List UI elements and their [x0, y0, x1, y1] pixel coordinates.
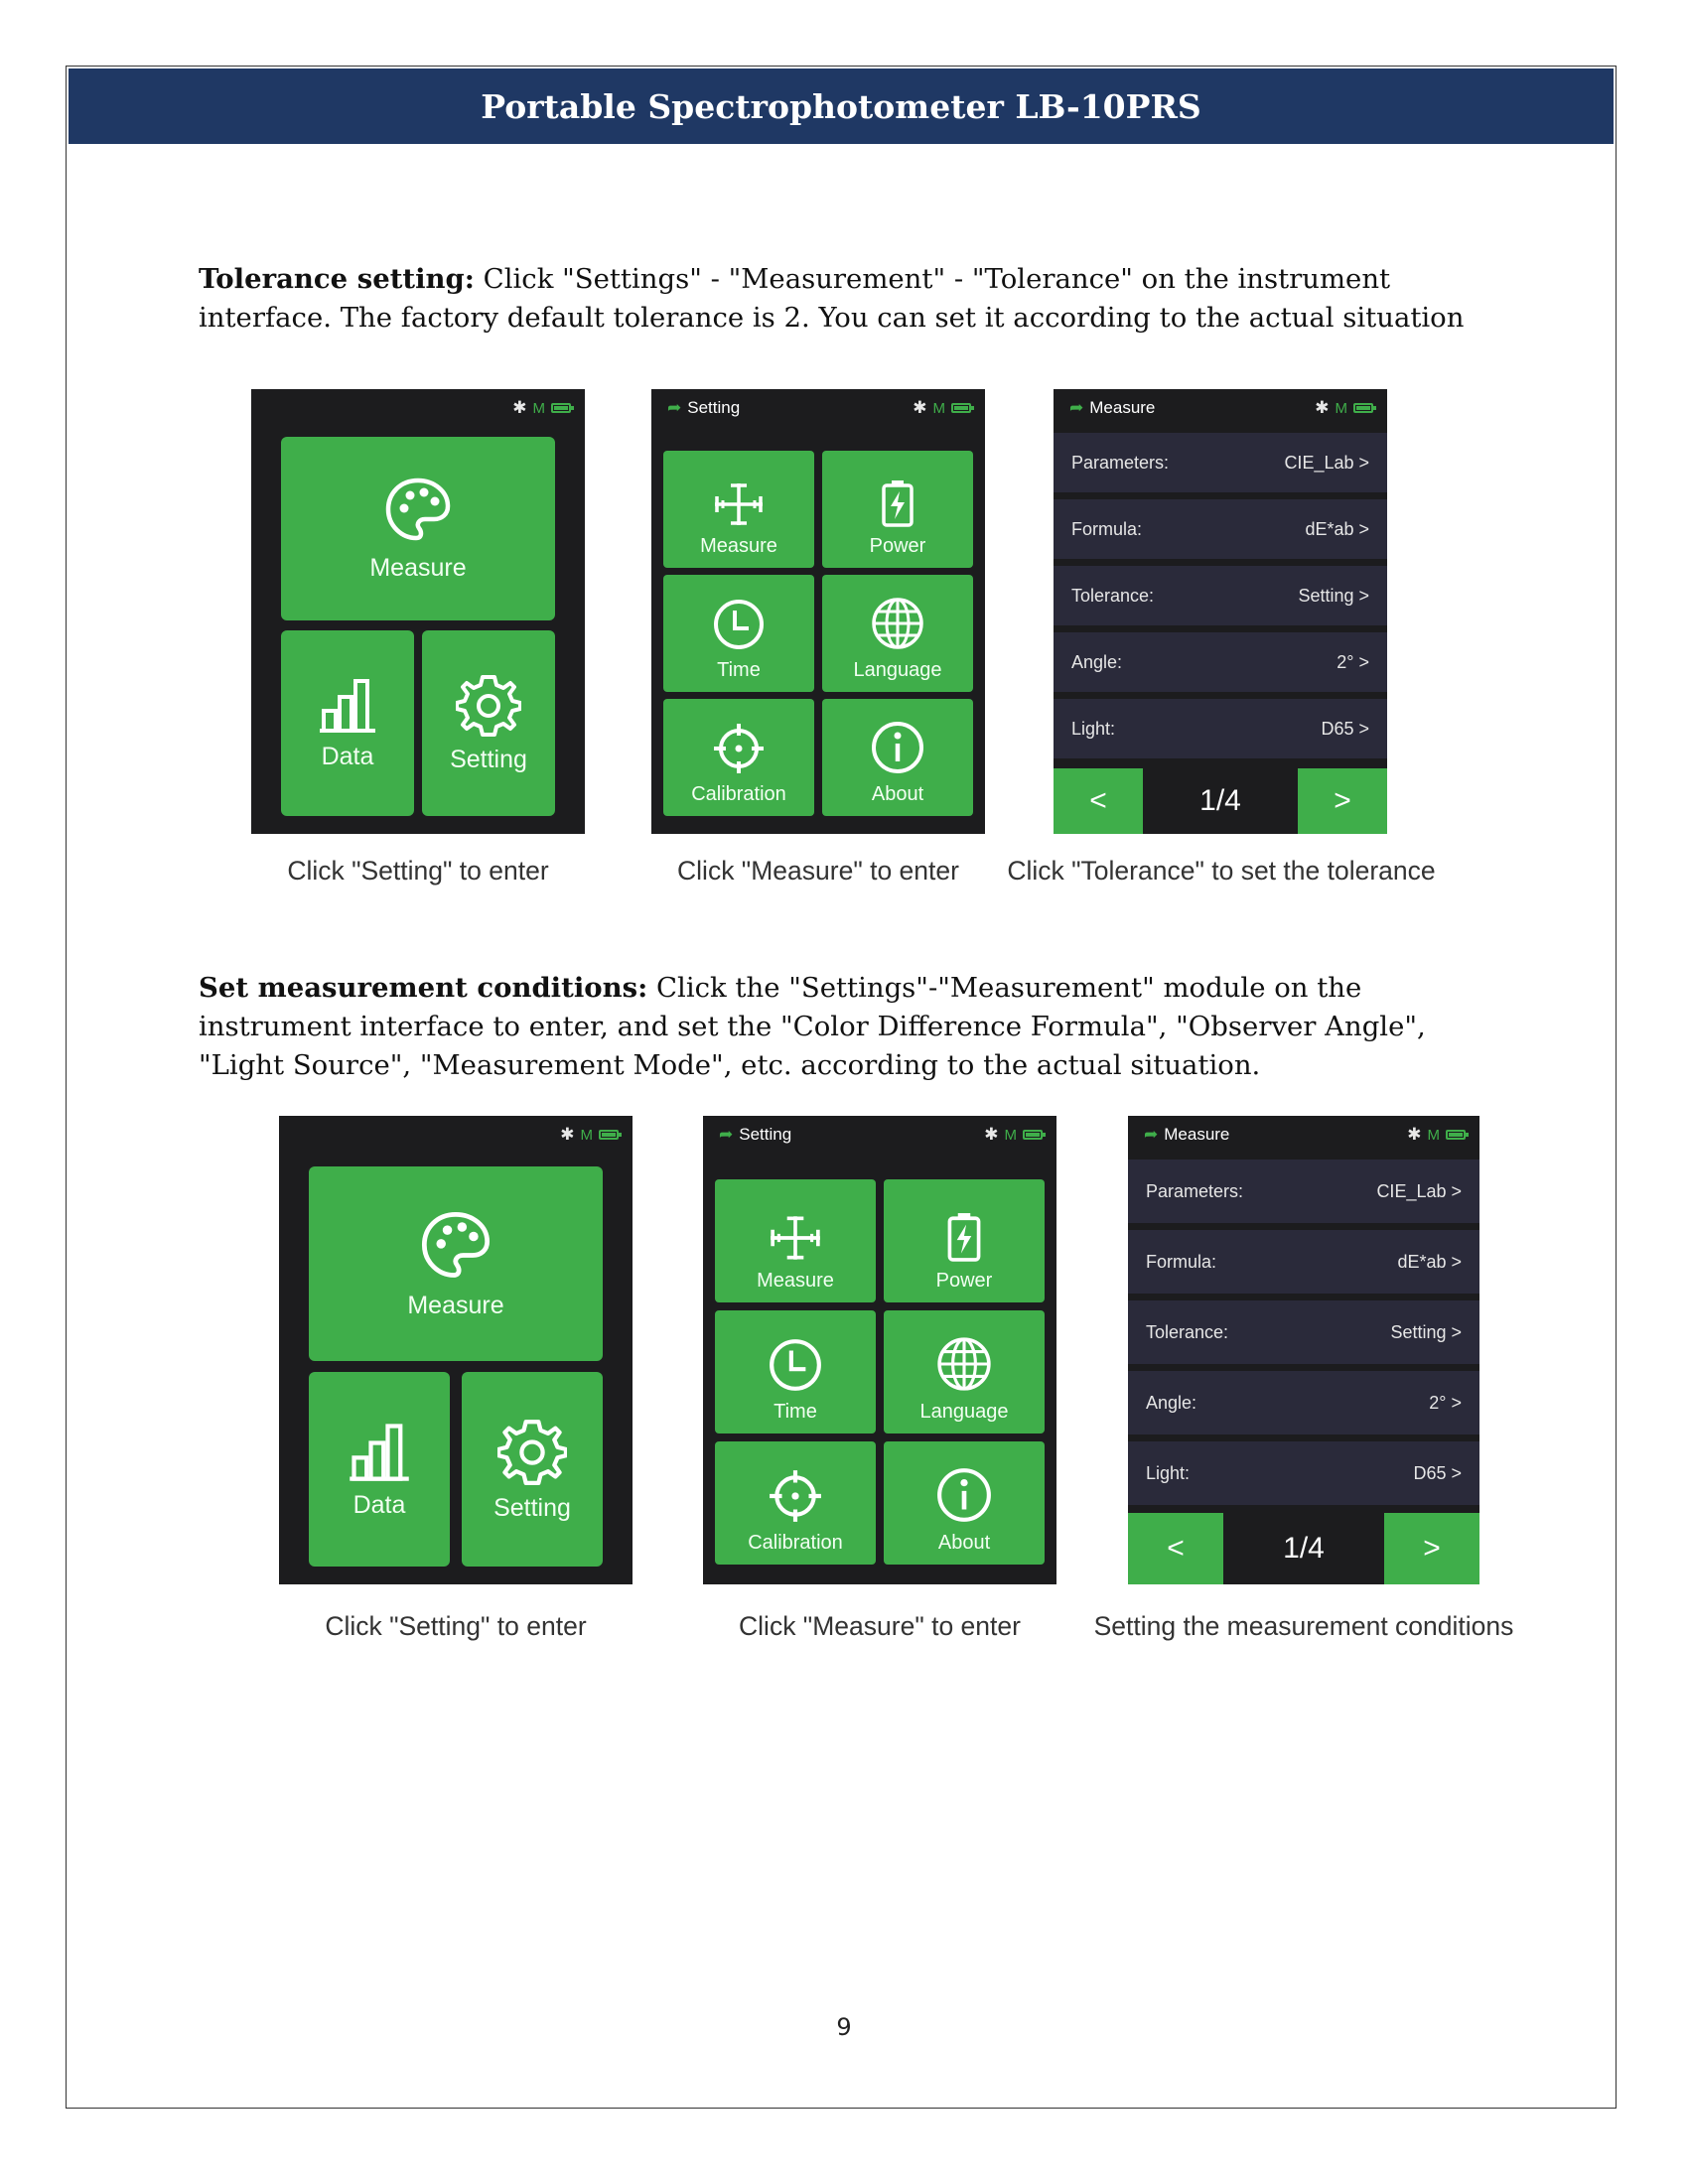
menu-label: Time — [717, 659, 761, 681]
section2-heading: Set measurement conditions: — [199, 972, 648, 1004]
section1-heading: Tolerance setting: — [199, 263, 475, 295]
menu-calibration[interactable] — [663, 699, 814, 816]
page-frame — [66, 66, 1617, 2109]
row-value: 2° > — [1429, 1392, 1462, 1413]
crosshair-ruler-icon — [769, 1214, 822, 1262]
row-label: Formula: — [1146, 1251, 1217, 1272]
page-header — [69, 68, 1614, 144]
target-icon — [712, 722, 766, 775]
row-value: CIE_Lab > — [1284, 452, 1369, 473]
row-formula[interactable] — [1054, 499, 1387, 559]
section2-line3: "Light Source", "Measurement Mode", etc. according to the actual situation. — [199, 1049, 1261, 1081]
setting-screen-2 — [703, 1116, 1056, 1584]
menu-label: About — [871, 783, 924, 805]
home-screen-2 — [279, 1116, 633, 1584]
caption-measure-enter-2: Click "Measure" to enter — [739, 1611, 1021, 1641]
section1-line2: interface. The factory default tolerance is 2. You can set it according to the actual situation — [199, 302, 1465, 334]
menu-label: Language — [853, 659, 942, 681]
status-bar — [251, 389, 585, 427]
bar-chart-icon — [316, 675, 379, 735]
setting-screen-1 — [651, 389, 985, 834]
measure-screen-2 — [1128, 1116, 1479, 1584]
row-formula[interactable] — [1128, 1230, 1479, 1294]
bluetooth-icon: ✱ — [512, 398, 527, 417]
page-number: 9 — [836, 2013, 852, 2041]
page-indicator: 1/4 — [1143, 768, 1298, 834]
caption-measure-enter-1: Click "Measure" to enter — [677, 856, 959, 886]
row-value: dE*ab > — [1397, 1251, 1462, 1272]
measure-tile[interactable] — [281, 437, 555, 620]
row-light[interactable] — [1128, 1441, 1479, 1505]
status-bar — [1128, 1116, 1479, 1154]
mode-indicator: M — [1427, 1126, 1440, 1144]
row-value: D65 > — [1413, 1462, 1462, 1483]
bluetooth-icon: ✱ — [1315, 398, 1330, 417]
prev-page-button[interactable]: < — [1054, 768, 1143, 834]
menu-label: Calibration — [748, 1532, 843, 1554]
menu-label: Language — [919, 1401, 1009, 1423]
mode-indicator: M — [1004, 1126, 1017, 1144]
bluetooth-icon: ✱ — [913, 398, 927, 417]
mode-indicator: M — [932, 399, 945, 417]
row-label: Parameters: — [1146, 1180, 1244, 1201]
row-label: Tolerance: — [1146, 1321, 1229, 1342]
section2-line1: Click the "Settings"-"Measurement" module on the — [647, 972, 1362, 1004]
row-value: 2° > — [1336, 651, 1369, 672]
row-angle[interactable] — [1128, 1371, 1479, 1434]
data-label: Data — [321, 743, 374, 770]
bar-chart-icon — [346, 1420, 413, 1483]
gear-icon — [497, 1417, 567, 1486]
battery-icon — [599, 1130, 619, 1140]
prev-page-button[interactable]: < — [1128, 1513, 1223, 1584]
screen-title: Measure — [1089, 398, 1156, 417]
globe-icon — [870, 596, 925, 651]
setting-label: Setting — [493, 1493, 571, 1522]
next-page-button[interactable]: > — [1298, 768, 1387, 834]
bluetooth-icon: ✱ — [1407, 1125, 1422, 1144]
mode-indicator: M — [532, 399, 545, 417]
menu-about[interactable] — [884, 1441, 1045, 1565]
target-icon — [768, 1468, 823, 1524]
row-label: Parameters: — [1071, 452, 1170, 473]
menu-label: Power — [869, 535, 926, 557]
row-label: Light: — [1146, 1462, 1191, 1483]
menu-label: Calibration — [691, 783, 786, 805]
battery-icon — [1446, 1130, 1466, 1140]
clock-icon — [768, 1337, 823, 1393]
section1-line1: Click "Settings" - "Measurement" - "Tolerance" on the instrument — [474, 263, 1391, 295]
bluetooth-icon: ✱ — [560, 1125, 575, 1144]
battery-icon — [1023, 1130, 1043, 1140]
row-tolerance[interactable] — [1054, 566, 1387, 625]
status-bar — [703, 1116, 1056, 1154]
menu-language[interactable] — [822, 575, 973, 692]
menu-measure[interactable] — [715, 1179, 876, 1302]
menu-label: About — [937, 1532, 991, 1554]
status-bar — [1054, 389, 1387, 427]
section1-paragraph — [199, 260, 1489, 338]
bluetooth-icon: ✱ — [984, 1125, 999, 1144]
pager — [1128, 1513, 1479, 1584]
setting-label: Setting — [450, 746, 527, 773]
caption-measurement-conditions: Setting the measurement conditions — [1093, 1611, 1514, 1641]
row-label: Angle: — [1071, 651, 1123, 672]
row-label: Tolerance: — [1071, 585, 1155, 606]
section2-line2: instrument interface to enter, and set the "Color Difference Formula", "Observer Angle", — [199, 1011, 1426, 1042]
menu-measure[interactable] — [663, 451, 814, 568]
back-arrow-icon: ➦ — [667, 398, 682, 417]
measure-screen-1 — [1054, 389, 1387, 834]
data-tile[interactable] — [309, 1372, 450, 1567]
caption-setting-enter-2: Click "Setting" to enter — [325, 1611, 587, 1641]
screen-title: Setting — [739, 1125, 792, 1144]
row-light[interactable] — [1054, 699, 1387, 758]
measure-tile[interactable] — [309, 1166, 603, 1361]
clock-icon — [712, 598, 766, 651]
row-angle[interactable] — [1054, 632, 1387, 692]
row-parameters[interactable] — [1054, 433, 1387, 492]
palette-icon — [418, 1208, 493, 1284]
menu-calibration[interactable] — [715, 1441, 876, 1565]
caption-tolerance: Click "Tolerance" to set the tolerance — [1007, 856, 1436, 886]
screen-title: Setting — [687, 398, 741, 417]
globe-icon — [935, 1335, 993, 1393]
measure-label: Measure — [369, 554, 467, 582]
battery-charge-icon — [945, 1212, 983, 1262]
menu-about[interactable] — [822, 699, 973, 816]
measure-label: Measure — [407, 1291, 504, 1319]
crosshair-ruler-icon — [713, 481, 765, 527]
mode-indicator: M — [1335, 399, 1347, 417]
page-title: Portable Spectrophotometer LB-10PRS — [481, 86, 1201, 126]
info-icon — [870, 720, 925, 775]
row-value: Setting > — [1390, 1321, 1462, 1342]
mode-indicator: M — [580, 1126, 593, 1144]
row-parameters[interactable] — [1128, 1160, 1479, 1223]
menu-label: Measure — [757, 1270, 834, 1292]
status-bar — [279, 1116, 633, 1154]
caption-setting-enter-1: Click "Setting" to enter — [287, 856, 549, 886]
menu-power[interactable] — [822, 451, 973, 568]
menu-time[interactable] — [663, 575, 814, 692]
back-arrow-icon: ➦ — [1144, 1125, 1159, 1144]
info-icon — [935, 1466, 993, 1524]
menu-time[interactable] — [715, 1310, 876, 1433]
battery-icon — [1353, 403, 1373, 413]
menu-language[interactable] — [884, 1310, 1045, 1433]
row-label: Angle: — [1146, 1392, 1197, 1413]
data-label: Data — [352, 1490, 406, 1519]
next-page-button[interactable]: > — [1384, 1513, 1479, 1584]
menu-label: Power — [935, 1270, 993, 1292]
menu-label: Measure — [700, 535, 777, 557]
row-value: dE*ab > — [1305, 518, 1369, 539]
row-label: Formula: — [1071, 518, 1143, 539]
battery-icon — [551, 403, 571, 413]
data-tile[interactable] — [281, 630, 414, 816]
row-value: D65 > — [1321, 718, 1369, 739]
battery-icon — [951, 403, 971, 413]
battery-charge-icon — [880, 479, 915, 527]
palette-icon — [382, 475, 454, 546]
status-bar — [651, 389, 985, 427]
back-arrow-icon: ➦ — [1069, 398, 1084, 417]
section2-paragraph — [199, 969, 1489, 1085]
row-value: Setting > — [1298, 585, 1369, 606]
screen-title: Measure — [1164, 1125, 1230, 1144]
row-label: Light: — [1071, 718, 1116, 739]
pager — [1054, 768, 1387, 834]
row-tolerance[interactable] — [1128, 1300, 1479, 1364]
gear-icon — [456, 672, 521, 738]
menu-label: Time — [774, 1401, 817, 1423]
setting-tile[interactable] — [422, 630, 555, 816]
home-screen-1 — [251, 389, 585, 834]
page-indicator: 1/4 — [1223, 1513, 1384, 1584]
row-value: CIE_Lab > — [1376, 1180, 1462, 1201]
back-arrow-icon: ➦ — [719, 1125, 734, 1144]
menu-power[interactable] — [884, 1179, 1045, 1302]
setting-tile[interactable] — [462, 1372, 603, 1567]
